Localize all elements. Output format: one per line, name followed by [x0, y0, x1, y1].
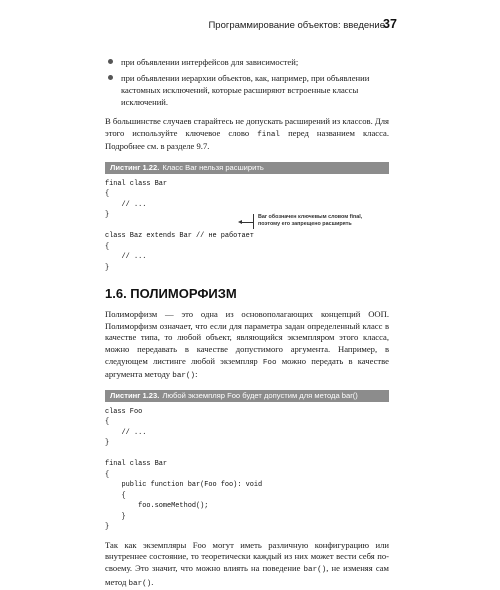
annotation-line: поэтому его запрещено расширять	[258, 221, 352, 228]
page-content	[105, 56, 389, 590]
annotation-line: Bar обозначен ключевым словом final,	[258, 213, 363, 220]
paragraph-text: можно передать в качестве аргумента методу	[105, 355, 389, 380]
section-title: 1.6. ПОЛИМОРФИЗМ	[105, 286, 237, 302]
bullet-text: при объявлении иерархии объектов, как, например, при объявлении кастомных исключений, которые расширяют встроенные классы исключений.	[121, 73, 370, 107]
bullet-icon	[108, 59, 113, 64]
paragraph-text: Так как экземпляры Foo могут иметь различную конфигурацию или внутреннее состояние, то теоретически каждый из них может вести себя по-своему. Это значит, что можно влиять на поведение	[105, 539, 389, 574]
inline-code: bar()	[303, 566, 327, 575]
bullet-icon	[108, 75, 113, 80]
paragraph-text: .	[151, 576, 154, 587]
annotation-arrow-line	[241, 222, 253, 223]
listing-1-23	[105, 390, 389, 533]
paragraph-polymorphism	[105, 309, 389, 383]
listing-caption	[105, 390, 389, 402]
listing-title: Любой экземпляр Foo будет допустим для метода bar()	[162, 390, 358, 400]
inline-code: bar()	[172, 372, 196, 381]
inline-code: Foo	[262, 358, 277, 367]
paragraph-text: В большинстве случаев старайтесь не допускать расширений из классов. Для этого используйте ключевое слово	[105, 116, 389, 138]
arrow-left-icon	[238, 220, 242, 224]
paragraph-behavior	[105, 540, 389, 590]
paragraph-text: Полиморфизм — это одна из основополагающих концепций ООП. Полиморфизм означает, что если для параметра задан определенный класс в качестве типа, то любой объект, являющийся экземпляром этого класса, можно передавать в качестве допустимого аргумента. Например, в следующем листинге любой экземпляр	[105, 309, 389, 366]
paragraph-final-advice	[105, 116, 389, 153]
bullet-text: при объявлении интерфейсов для зависимостей;	[121, 57, 299, 67]
annotation-note	[253, 214, 378, 229]
listing-title: Класс Bar нельзя расширить	[162, 162, 264, 172]
bullet-list	[105, 56, 389, 108]
listing-caption	[105, 162, 389, 174]
inline-code: bar()	[128, 579, 152, 588]
listing-number: Листинг 1.23.	[110, 390, 160, 400]
listing-number: Листинг 1.22.	[110, 162, 160, 172]
code-block: final class Bar { // ... } class Baz extends Bar // не работает { // ... }	[105, 179, 254, 272]
paragraph-text: перед названием класса. Подробнее см. в разделе 9.7.	[105, 127, 389, 152]
listing-1-22	[105, 162, 389, 274]
list-item	[105, 56, 389, 68]
paragraph-text: , не изменяя сам метод	[105, 563, 389, 587]
inline-code: final	[257, 130, 280, 139]
code-block: class Foo { // ... } final class Bar { public function bar(Foo foo): void { foo.someMethod(); } }	[105, 407, 263, 532]
list-item	[105, 72, 389, 108]
paragraph-text: :	[195, 369, 198, 380]
running-head: Программирование объектов: введение	[208, 20, 385, 31]
page-number: 37	[383, 17, 397, 31]
